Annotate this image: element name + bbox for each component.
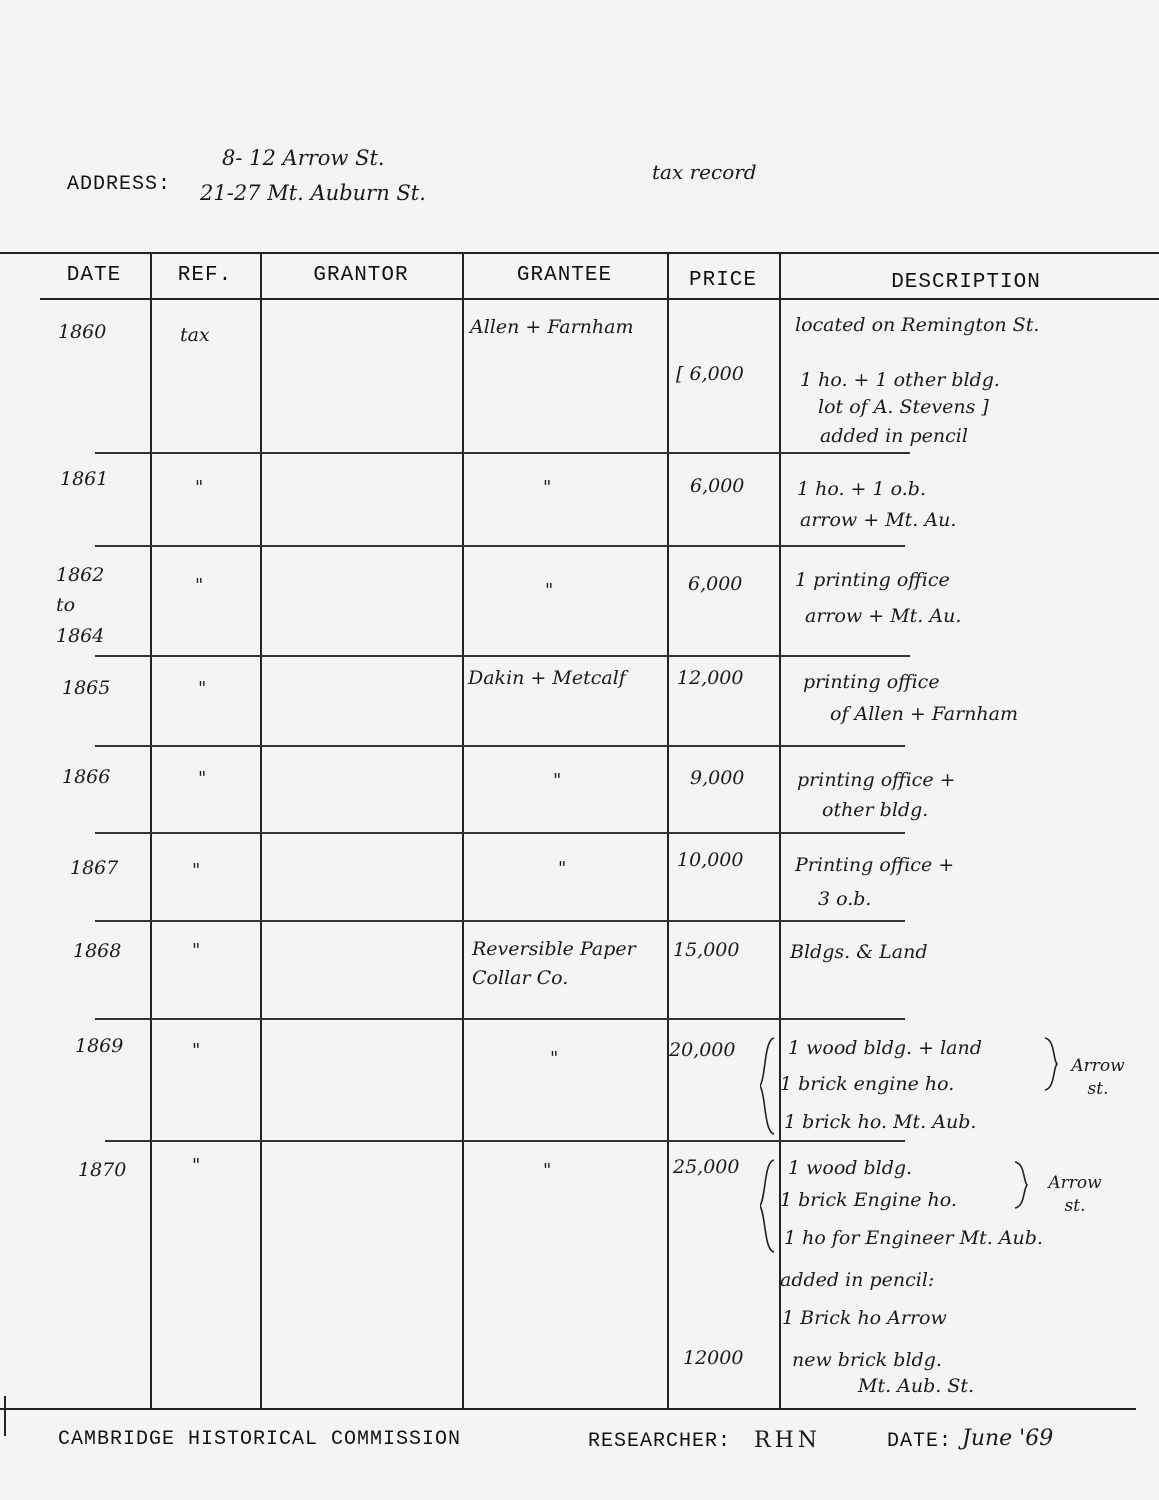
ref-cell: tax (180, 324, 210, 346)
description-line: 1 ho for Engineer Mt. Aub. (784, 1227, 1043, 1249)
col-divider-4 (667, 252, 669, 1410)
date-cell: 1867 (70, 857, 119, 879)
header-description: DESCRIPTION (891, 271, 1041, 294)
description-line: Printing office + (795, 854, 955, 876)
description-line: other bldg. (822, 799, 929, 821)
grantee-ditto: " (553, 770, 562, 791)
description-line: 1 brick ho. Mt. Aub. (784, 1111, 977, 1133)
ref-ditto: " (192, 860, 201, 881)
researcher-label: RESEARCHER: (588, 1430, 732, 1453)
row-separator (95, 1018, 905, 1020)
row-separator (95, 745, 905, 747)
description-line: 1 wood bldg. (788, 1157, 913, 1179)
commission-name: CAMBRIDGE HISTORICAL COMMISSION (58, 1428, 462, 1451)
grantee-cell: Allen + Farnham (470, 316, 634, 338)
left-brace-icon (760, 1158, 778, 1254)
date-cell: 1865 (62, 677, 111, 699)
header-bottom-border (40, 298, 1159, 300)
grantee-cell: Dakin + Metcalf (468, 667, 626, 689)
grantee-cell: Reversible Paper Collar Co. (472, 938, 636, 990)
header-grantee: GRANTEE (516, 264, 613, 287)
header-grantor: GRANTOR (313, 264, 409, 287)
price-cell: 15,000 (673, 939, 740, 961)
description-line: Bldgs. & Land (790, 941, 928, 963)
ref-ditto: " (198, 678, 207, 699)
description-line: lot of A. Stevens ] (818, 396, 989, 418)
price-cell: 20,000 (669, 1039, 736, 1061)
description-line: 1 Brick ho Arrow (782, 1307, 947, 1329)
grantee-ditto: " (543, 1160, 552, 1181)
description-line: added in pencil: (780, 1269, 935, 1291)
side-note: Arrow st. (1071, 1056, 1125, 1099)
header-price: PRICE (688, 269, 757, 292)
ref-ditto: " (192, 940, 201, 961)
grantee-ditto: " (550, 1048, 559, 1069)
address-label: ADDRESS: (67, 173, 172, 196)
description-line: located on Remington St. (795, 314, 1040, 336)
date-cell: 1861 (60, 468, 109, 490)
description-line: 1 wood bldg. + land (788, 1037, 982, 1059)
description-line: 1 printing office (795, 569, 950, 591)
header-ref: REF. (177, 264, 233, 287)
row-separator (95, 920, 905, 922)
grantee-ditto: " (545, 580, 554, 601)
form-date: June '69 (962, 1426, 1054, 1451)
description-line: of Allen + Farnham (830, 703, 1018, 725)
right-brace-icon (1043, 1036, 1059, 1092)
address-line-2: 21-27 Mt. Auburn St. (200, 181, 426, 205)
date-label: DATE: (887, 1430, 953, 1453)
row-separator (95, 832, 905, 834)
description-line: printing office (803, 671, 940, 693)
price-cell: 6,000 (690, 475, 745, 497)
description-line: 1 brick Engine ho. (780, 1189, 957, 1211)
date-cell: 1869 (75, 1035, 124, 1057)
date-cell: 1868 (73, 940, 122, 962)
description-line: arrow + Mt. Au. (800, 509, 957, 531)
price-cell: [ 6,000 (676, 363, 744, 385)
price-cell: 10,000 (677, 849, 744, 871)
ref-ditto: " (192, 1040, 201, 1061)
description-line: 3 o.b. (818, 888, 872, 910)
description-line: Mt. Aub. St. (858, 1375, 975, 1397)
description-line: added in pencil (820, 425, 968, 447)
price-cell: 25,000 (673, 1156, 740, 1178)
ref-ditto: " (198, 768, 207, 789)
col-divider-3 (462, 252, 464, 1410)
price-cell: 6,000 (688, 573, 743, 595)
description-line: arrow + Mt. Au. (805, 605, 962, 627)
description-line: new brick bldg. (792, 1349, 942, 1371)
ref-ditto: " (192, 1155, 201, 1176)
date-cell: 1866 (62, 766, 111, 788)
table-bottom-border (0, 1408, 1136, 1410)
price-cell: 9,000 (690, 767, 745, 789)
description-line: 1 brick engine ho. (780, 1073, 955, 1095)
description-line: printing office + (797, 769, 956, 791)
header-date: DATE (66, 264, 122, 287)
row-separator (95, 452, 910, 454)
price-cell: 12000 (683, 1347, 744, 1369)
researcher-initials: RHN (754, 1428, 821, 1453)
left-brace-icon (760, 1036, 778, 1136)
date-cell: 1860 (58, 321, 107, 343)
left-margin-mark (4, 1396, 6, 1436)
ref-ditto: " (195, 575, 204, 596)
grantee-ditto: " (543, 477, 552, 498)
grantee-ditto: " (558, 858, 567, 879)
row-separator (95, 545, 905, 547)
row-separator (95, 655, 910, 657)
table-top-border (0, 252, 1159, 254)
row-separator (105, 1140, 905, 1142)
date-cell: 1870 (78, 1159, 127, 1181)
description-line: 1 ho. + 1 other bldg. (800, 369, 1000, 391)
ref-ditto: " (195, 477, 204, 498)
col-divider-2 (260, 252, 262, 1410)
description-line: 1 ho. + 1 o.b. (797, 478, 926, 500)
col-divider-1 (150, 252, 152, 1410)
col-divider-5 (779, 252, 781, 1410)
price-cell: 12,000 (677, 667, 744, 689)
right-brace-icon (1013, 1160, 1029, 1210)
address-line-1: 8- 12 Arrow St. (222, 146, 385, 170)
date-cell: 1862 to 1864 (56, 564, 105, 647)
tax-record-note: tax record (652, 160, 757, 184)
side-note: Arrow st. (1048, 1173, 1102, 1216)
